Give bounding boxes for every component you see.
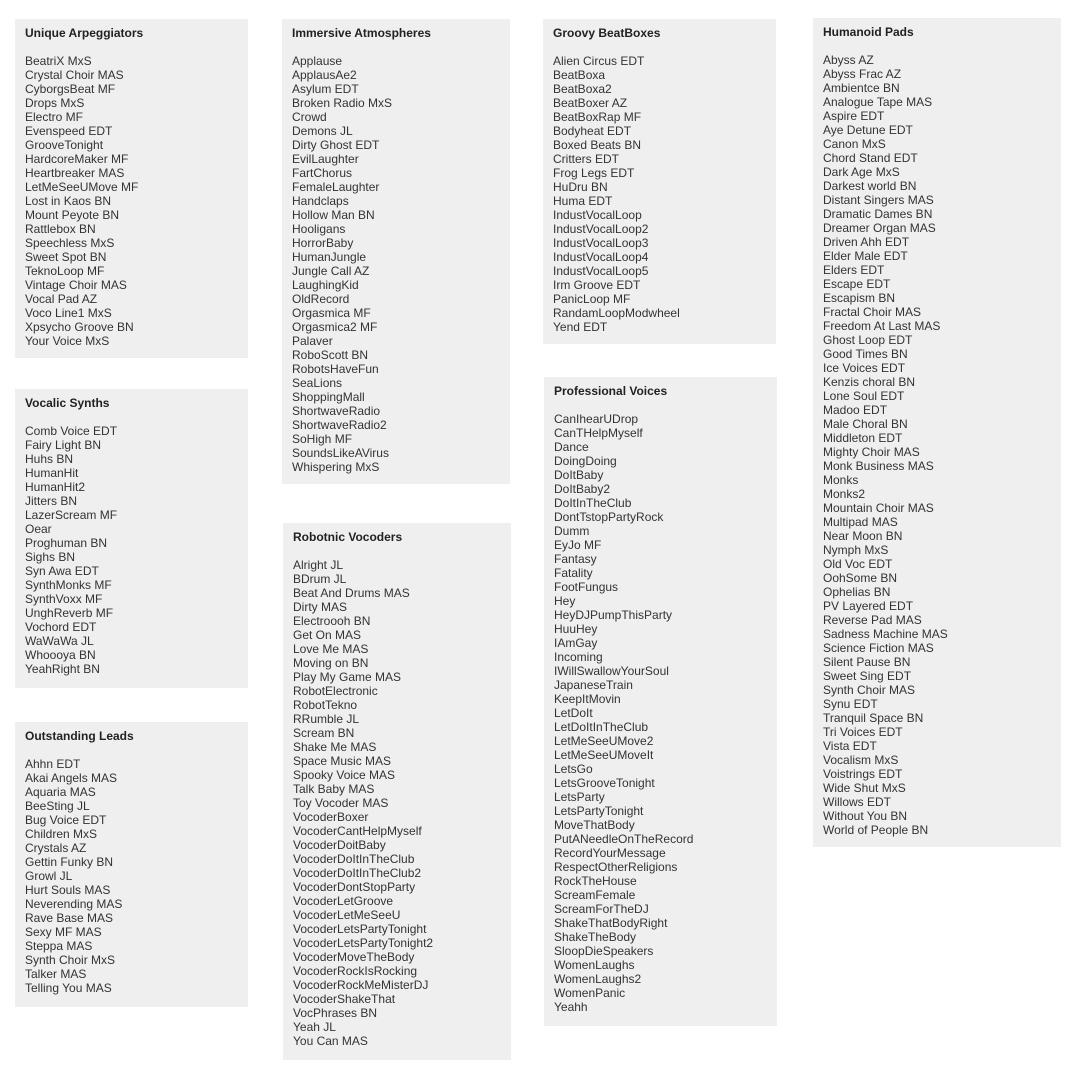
preset-list <box>554 412 767 1014</box>
preset-item: Lone Soul EDT <box>823 389 905 403</box>
preset-item: YeahRight BN <box>25 662 100 676</box>
preset-item: IndustVocalLoop2 <box>553 222 649 236</box>
preset-list <box>823 53 1051 837</box>
preset-item: EvilLaughter <box>292 152 359 166</box>
preset-item: FartChorus <box>292 166 353 180</box>
preset-item: SoundsLikeAVirus <box>292 446 389 460</box>
preset-item: Lost in Kaos BN <box>25 194 112 208</box>
preset-item: Syn Awa EDT <box>25 564 99 578</box>
preset-list <box>25 757 238 995</box>
preset-item: BeatBoxRap MF <box>553 110 642 124</box>
preset-item: HeyDJPumpThisParty <box>554 608 673 622</box>
preset-item: Silent Pause BN <box>823 655 911 669</box>
preset-item: VocoderLetsPartyTonight2 <box>293 936 434 950</box>
preset-item: Vintage Choir MAS <box>25 278 127 292</box>
preset-item: OldRecord <box>292 292 350 306</box>
preset-item: Growl JL <box>25 869 73 883</box>
preset-item: RecordYourMessage <box>554 846 666 860</box>
preset-item: LetDoItInTheClub <box>554 720 649 734</box>
preset-item: Alright JL <box>293 558 344 572</box>
preset-item: HumanHit <box>25 466 79 480</box>
preset-item: VocoderDoitBaby <box>293 838 386 852</box>
preset-item: Rattlebox BN <box>25 222 96 236</box>
preset-item: TeknoLoop MF <box>25 264 105 278</box>
preset-item: Orgasmica MF <box>292 306 371 320</box>
preset-item: ScreamFemale <box>554 888 636 902</box>
preset-item: LazerScream MF <box>25 508 118 522</box>
preset-item: Oear <box>25 522 52 536</box>
preset-item: Mighty Choir MAS <box>823 445 920 459</box>
preset-item: Shake Me MAS <box>293 740 377 754</box>
preset-item: World of People BN <box>823 823 929 837</box>
preset-item: Scream BN <box>293 726 355 740</box>
panel-humanoid-pads <box>813 18 1061 847</box>
preset-item: CyborgsBeat MF <box>25 82 116 96</box>
preset-item: HumanJungle <box>292 250 367 264</box>
preset-item: SeaLions <box>292 376 343 390</box>
preset-item: You Can MAS <box>293 1034 368 1048</box>
preset-item: LetsGo <box>554 762 593 776</box>
preset-item: KeepItMovin <box>554 692 621 706</box>
preset-item: VocoderCantHelpMyself <box>293 824 422 838</box>
preset-item: Aquaria MAS <box>25 785 96 799</box>
preset-item: Asylum EDT <box>292 82 359 96</box>
preset-item: Speechless MxS <box>25 236 115 250</box>
preset-item: Science Fiction MAS <box>823 641 934 655</box>
preset-item: Whispering MxS <box>292 460 380 474</box>
preset-item: Irm Groove EDT <box>553 278 641 292</box>
preset-item: Crystals AZ <box>25 841 87 855</box>
preset-list <box>293 558 501 1048</box>
preset-item: PanicLoop MF <box>553 292 631 306</box>
preset-item: RobotElectronic <box>293 684 378 698</box>
preset-item: MoveThatBody <box>554 818 635 832</box>
preset-item: Dumm <box>554 524 590 538</box>
preset-item: DoItBaby <box>554 468 604 482</box>
preset-item: Fractal Choir MAS <box>823 305 922 319</box>
preset-item: Sexy MF MAS <box>25 925 102 939</box>
preset-item: PV Layered EDT <box>823 599 914 613</box>
preset-item: Fairy Light BN <box>25 438 102 452</box>
preset-item: Yeahh <box>554 1000 588 1014</box>
preset-item: Huma EDT <box>553 194 613 208</box>
preset-item: VocoderBoxer <box>293 810 369 824</box>
preset-item: Synth Choir MAS <box>823 683 916 697</box>
preset-item: RandamLoopModwheel <box>553 306 680 320</box>
preset-item: Sadness Machine MAS <box>823 627 948 641</box>
preset-item: Yend EDT <box>553 320 608 334</box>
preset-item: Beat And Drums MAS <box>293 586 410 600</box>
preset-item: BDrum JL <box>293 572 347 586</box>
preset-item: Electro MF <box>25 110 84 124</box>
preset-item: Yeah JL <box>293 1020 336 1034</box>
panel-title: Unique Arpeggiators <box>25 26 144 40</box>
preset-item: Xpsycho Groove BN <box>25 320 134 334</box>
preset-item: Play My Game MAS <box>293 670 402 684</box>
preset-list <box>25 424 238 676</box>
preset-item: FootFungus <box>554 580 619 594</box>
preset-item: Ophelias BN <box>823 585 891 599</box>
preset-item: VocoderShakeThat <box>293 992 396 1006</box>
preset-item: Talker MAS <box>25 967 87 981</box>
panel-title: Immersive Atmospheres <box>292 26 431 40</box>
preset-item: Crystal Choir MAS <box>25 68 124 82</box>
preset-item: Neverending MAS <box>25 897 123 911</box>
preset-item: Incoming <box>554 650 603 664</box>
preset-item: VocoderRockMeMisterDJ <box>293 978 429 992</box>
preset-item: Vista EDT <box>823 739 877 753</box>
preset-item: RoboScott BN <box>292 348 369 362</box>
panel-robotnic-vocoders <box>283 523 511 1060</box>
preset-list <box>292 54 500 474</box>
preset-item: Tri Voices EDT <box>823 725 903 739</box>
preset-item: ApplausAe2 <box>292 68 357 82</box>
preset-item: EyJo MF <box>554 538 602 552</box>
preset-item: ShortwaveRadio2 <box>292 418 387 432</box>
preset-item: Canon MxS <box>823 137 886 151</box>
preset-item: Willows EDT <box>823 795 891 809</box>
preset-item: HuDru BN <box>553 180 608 194</box>
preset-item: VocoderLetsPartyTonight <box>293 922 427 936</box>
preset-item: LetMeSeeUMove2 <box>554 734 654 748</box>
preset-item: Rave Base MAS <box>25 911 114 925</box>
preset-item: DontTstopPartyRock <box>554 510 664 524</box>
panel-title: Groovy BeatBoxes <box>553 26 661 40</box>
preset-item: Palaver <box>292 334 333 348</box>
panel-title: Humanoid Pads <box>823 25 914 39</box>
preset-item: Talk Baby MAS <box>293 782 375 796</box>
preset-item: FemaleLaughter <box>292 180 380 194</box>
preset-item: Sweet Spot BN <box>25 250 107 264</box>
preset-item: Near Moon BN <box>823 529 903 543</box>
preset-item: Ice Voices EDT <box>823 361 906 375</box>
panel-title: Robotnic Vocoders <box>293 530 403 544</box>
preset-item: Hooligans <box>292 222 346 236</box>
preset-item: VocoderLetMeSeeU <box>293 908 401 922</box>
preset-item: VocoderLetGroove <box>293 894 394 908</box>
preset-item: Huhs BN <box>25 452 74 466</box>
preset-item: LaughingKid <box>292 278 359 292</box>
preset-item: Monks2 <box>823 487 866 501</box>
preset-item: Analogue Tape MAS <box>823 95 933 109</box>
panel-groovy-beatboxes <box>543 19 776 344</box>
preset-item: Sighs BN <box>25 550 76 564</box>
preset-item: Frog Legs EDT <box>553 166 635 180</box>
preset-item: GrooveTonight <box>25 138 104 152</box>
preset-item: VocoderMoveTheBody <box>293 950 415 964</box>
preset-item: Tranquil Space BN <box>823 711 924 725</box>
panel-vocalic-synths <box>15 389 248 688</box>
preset-item: IndustVocalLoop5 <box>553 264 649 278</box>
preset-item: Children MxS <box>25 827 98 841</box>
preset-item: SynthMonks MF <box>25 578 112 592</box>
preset-item: LetDoIt <box>554 706 593 720</box>
preset-item: BeatriX MxS <box>25 54 92 68</box>
preset-item: Dark Age MxS <box>823 165 900 179</box>
preset-item: LetMeSeeUMove MF <box>25 180 139 194</box>
panel-title: Vocalic Synths <box>25 396 110 410</box>
preset-item: RespectOtherReligions <box>554 860 678 874</box>
preset-item: IndustVocalLoop4 <box>553 250 649 264</box>
preset-item: Fantasy <box>554 552 597 566</box>
preset-item: Electroooh BN <box>293 614 371 628</box>
preset-item: IndustVocalLoop <box>553 208 642 222</box>
preset-item: Boxed Beats BN <box>553 138 642 152</box>
preset-item: IndustVocalLoop3 <box>553 236 649 250</box>
preset-item: Driven Ahh EDT <box>823 235 910 249</box>
preset-item: VocPhrases BN <box>293 1006 378 1020</box>
preset-item: Bug Voice EDT <box>25 813 107 827</box>
preset-item: Vocal Pad AZ <box>25 292 98 306</box>
preset-item: Alien Circus EDT <box>553 54 645 68</box>
preset-item: Moving on BN <box>293 656 369 670</box>
preset-item: Multipad MAS <box>823 515 898 529</box>
preset-item: Hurt Souls MAS <box>25 883 111 897</box>
preset-item: JapaneseTrain <box>554 678 633 692</box>
preset-item: Hollow Man BN <box>292 208 375 222</box>
preset-item: Male Choral BN <box>823 417 908 431</box>
preset-item: UnghReverb MF <box>25 606 114 620</box>
preset-item: Dirty MAS <box>293 600 347 614</box>
preset-item: WomenLaughs2 <box>554 972 642 986</box>
preset-item: RockTheHouse <box>554 874 637 888</box>
preset-item: Demons JL <box>292 124 353 138</box>
preset-item: Steppa MAS <box>25 939 93 953</box>
preset-item: Elder Male EDT <box>823 249 908 263</box>
preset-item: Darkest world BN <box>823 179 917 193</box>
preset-item: Comb Voice EDT <box>25 424 118 438</box>
preset-item: CanTHelpMyself <box>554 426 643 440</box>
preset-item: RobotTekno <box>293 698 358 712</box>
preset-item: Gettin Funky BN <box>25 855 114 869</box>
preset-item: RRumble JL <box>293 712 360 726</box>
preset-item: LetMeSeeUMoveIt <box>554 748 654 762</box>
preset-item: SoHigh MF <box>292 432 353 446</box>
preset-item: SynthVoxx MF <box>25 592 103 606</box>
preset-item: RobotsHaveFun <box>292 362 379 376</box>
preset-item: Escapism BN <box>823 291 896 305</box>
panel-unique-arpeggiators <box>15 19 248 358</box>
preset-item: HardcoreMaker MF <box>25 152 129 166</box>
preset-item: PutANeedleOnTheRecord <box>554 832 694 846</box>
preset-item: Telling You MAS <box>25 981 112 995</box>
preset-item: Wide Shut MxS <box>823 781 906 795</box>
preset-item: LetsParty <box>554 790 605 804</box>
preset-item: Evenspeed EDT <box>25 124 113 138</box>
preset-item: Monk Business MAS <box>823 459 934 473</box>
preset-item: Synth Choir MxS <box>25 953 116 967</box>
preset-item: Freedom At Last MAS <box>823 319 941 333</box>
preset-item: Elders EDT <box>823 263 885 277</box>
preset-item: Get On MAS <box>293 628 362 642</box>
preset-item: BeatBoxa2 <box>553 82 612 96</box>
preset-item: Critters EDT <box>553 152 619 166</box>
preset-item: Dreamer Organ MAS <box>823 221 936 235</box>
preset-item: Aspire EDT <box>823 109 885 123</box>
preset-item: DoingDoing <box>554 454 617 468</box>
preset-item: Sweet Sing EDT <box>823 669 912 683</box>
preset-item: Toy Vocoder MAS <box>293 796 389 810</box>
preset-item: WomenLaughs <box>554 958 635 972</box>
preset-item: OohSome BN <box>823 571 898 585</box>
preset-item: Abyss AZ <box>823 53 874 67</box>
preset-item: ScreamForTheDJ <box>554 902 649 916</box>
preset-item: ShakeTheBody <box>554 930 637 944</box>
preset-item: Crowd <box>292 110 327 124</box>
preset-item: HorrorBaby <box>292 236 354 250</box>
preset-item: Drops MxS <box>25 96 85 110</box>
preset-item: BeatBoxer AZ <box>553 96 628 110</box>
preset-item: Mountain Choir MAS <box>823 501 934 515</box>
preset-item: Vochord EDT <box>25 620 97 634</box>
preset-item: BeeSting JL <box>25 799 90 813</box>
preset-item: VocoderDoItInTheClub <box>293 852 415 866</box>
preset-list <box>25 54 238 348</box>
preset-item: Ahhn EDT <box>25 757 81 771</box>
preset-item: Old Voc EDT <box>823 557 893 571</box>
preset-item: HuuHey <box>554 622 598 636</box>
preset-item: Love Me MAS <box>293 642 369 656</box>
preset-item: Dramatic Dames BN <box>823 207 933 221</box>
preset-item: Akai Angels MAS <box>25 771 118 785</box>
preset-item: ShakeThatBodyRight <box>554 916 668 930</box>
preset-item: Fatality <box>554 566 593 580</box>
preset-item: VocoderDoItInTheClub2 <box>293 866 422 880</box>
preset-item: Kenzis choral BN <box>823 375 916 389</box>
preset-item: IAmGay <box>554 636 598 650</box>
preset-item: IWillSwallowYourSoul <box>554 664 669 678</box>
panel-title: Professional Voices <box>554 384 668 398</box>
preset-item: Reverse Pad MAS <box>823 613 922 627</box>
panel-professional-voices <box>544 377 777 1026</box>
preset-item: Aye Detune EDT <box>823 123 913 137</box>
preset-item: VocoderDontStopParty <box>293 880 416 894</box>
preset-item: Madoo EDT <box>823 403 888 417</box>
panel-immersive-atmospheres <box>282 19 510 484</box>
preset-item: Middleton EDT <box>823 431 903 445</box>
preset-item: ShortwaveRadio <box>292 404 381 418</box>
preset-item: Hey <box>554 594 576 608</box>
preset-item: DoItBaby2 <box>554 482 611 496</box>
preset-item: Good Times BN <box>823 347 908 361</box>
preset-item: Applause <box>292 54 343 68</box>
preset-item: Whoooya BN <box>25 648 96 662</box>
preset-item: Ghost Loop EDT <box>823 333 913 347</box>
preset-item: Without You BN <box>823 809 908 823</box>
preset-item: Dance <box>554 440 589 454</box>
preset-item: Monks <box>823 473 859 487</box>
preset-item: Mount Peyote BN <box>25 208 120 222</box>
preset-item: Handclaps <box>292 194 349 208</box>
preset-item: ShoppingMall <box>292 390 365 404</box>
preset-item: WomenPanic <box>554 986 626 1000</box>
panel-title: Outstanding Leads <box>25 729 134 743</box>
preset-item: Proghuman BN <box>25 536 108 550</box>
preset-item: Your Voice MxS <box>25 334 110 348</box>
preset-item: Space Music MAS <box>293 754 392 768</box>
preset-list <box>553 54 766 334</box>
preset-item: Orgasmica2 MF <box>292 320 378 334</box>
preset-item: Ambientce BN <box>823 81 900 95</box>
preset-item: BeatBoxa <box>553 68 606 82</box>
preset-item: Synu EDT <box>823 697 878 711</box>
preset-item: HumanHit2 <box>25 480 86 494</box>
preset-item: DoItInTheClub <box>554 496 632 510</box>
preset-item: Heartbreaker MAS <box>25 166 125 180</box>
preset-item: SloopDieSpeakers <box>554 944 654 958</box>
preset-item: Vocalism MxS <box>823 753 899 767</box>
panel-outstanding-leads <box>15 722 248 1007</box>
preset-item: Chord Stand EDT <box>823 151 918 165</box>
preset-item: Voistrings EDT <box>823 767 903 781</box>
preset-item: Jitters BN <box>25 494 78 508</box>
preset-item: WaWaWa JL <box>25 634 94 648</box>
preset-item: Voco Line1 MxS <box>25 306 112 320</box>
preset-item: LetsGrooveTonight <box>554 776 655 790</box>
preset-item: Distant Singers MAS <box>823 193 934 207</box>
preset-item: Abyss Frac AZ <box>823 67 902 81</box>
preset-item: Escape EDT <box>823 277 891 291</box>
preset-item: Broken Radio MxS <box>292 96 393 110</box>
preset-item: CanIhearUDrop <box>554 412 639 426</box>
preset-item: VocoderRockIsRocking <box>293 964 418 978</box>
preset-item: Nymph MxS <box>823 543 889 557</box>
preset-item: LetsPartyTonight <box>554 804 644 818</box>
preset-item: Dirty Ghost EDT <box>292 138 380 152</box>
preset-item: Jungle Call AZ <box>292 264 370 278</box>
preset-item: Spooky Voice MAS <box>293 768 396 782</box>
preset-item: Bodyheat EDT <box>553 124 632 138</box>
